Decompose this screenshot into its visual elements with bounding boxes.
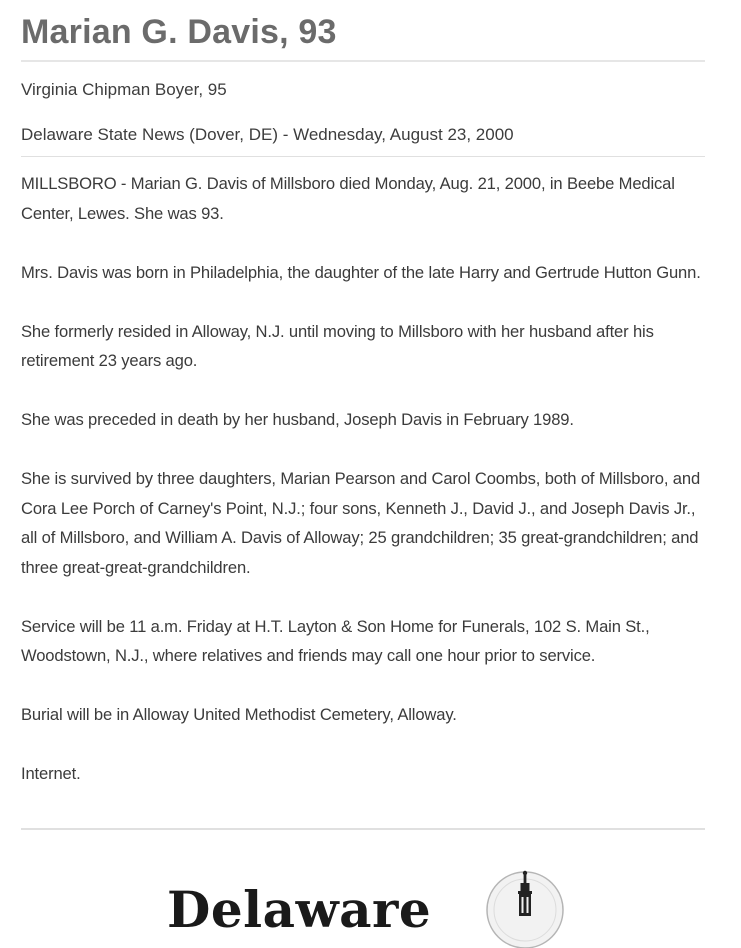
article-paragraph: She was preceded in death by her husband, Joseph Davis in February 1989. [21,410,574,429]
article-paragraph: Service will be 11 a.m. Friday at H.T. Layton & Son Home for Funerals, 102 S. Main St., Woodstown, N.J., where relatives and friends may call one hour prior to service. [21,616,650,665]
title-divider [21,60,705,62]
article-paragraph: Internet. [21,764,81,783]
source-divider [21,156,705,157]
capitol-dome-icon [485,868,565,948]
article-paragraph: Burial will be in Alloway United Methodist Cemetery, Alloway. [21,705,457,724]
footer-divider [21,828,705,830]
article-paragraph: She formerly resided in Alloway, N.J. until moving to Millsboro with her husband after his retirement 23 years ago. [21,321,654,370]
article-paragraph: She is survived by three daughters, Marian Pearson and Carol Coombs, both of Millsboro, and Cora Lee Porch of Carney's Point, N.J.; four sons, Kenneth J., David J., and Joseph Davis Jr., all of Millsboro, and William A. Davis of Alloway; 25 grandchildren; 35 great-grandchildren; and three great-great-grandchildren. [21,469,701,577]
page-title: Marian G. Davis, 93 [21,13,337,51]
article-paragraph: Mrs. Davis was born in Philadelphia, the daughter of the late Harry and Gertrude Hutton Gunn. [21,262,701,282]
publication-source: Delaware State News (Dover, DE) - Wednesday, August 23, 2000 [21,125,514,144]
logo-wordmark: Delaware [167,880,432,939]
article-body [21,169,705,789]
obituary-page [21,0,705,939]
article-paragraph: MILLSBORO - Marian G. Davis of Millsboro died Monday, Aug. 21, 2000, in Beebe Medical Center, Lewes. She was 93. [21,174,675,223]
related-name: Virginia Chipman Boyer, 95 [21,80,227,99]
newspaper-logo [167,868,587,939]
